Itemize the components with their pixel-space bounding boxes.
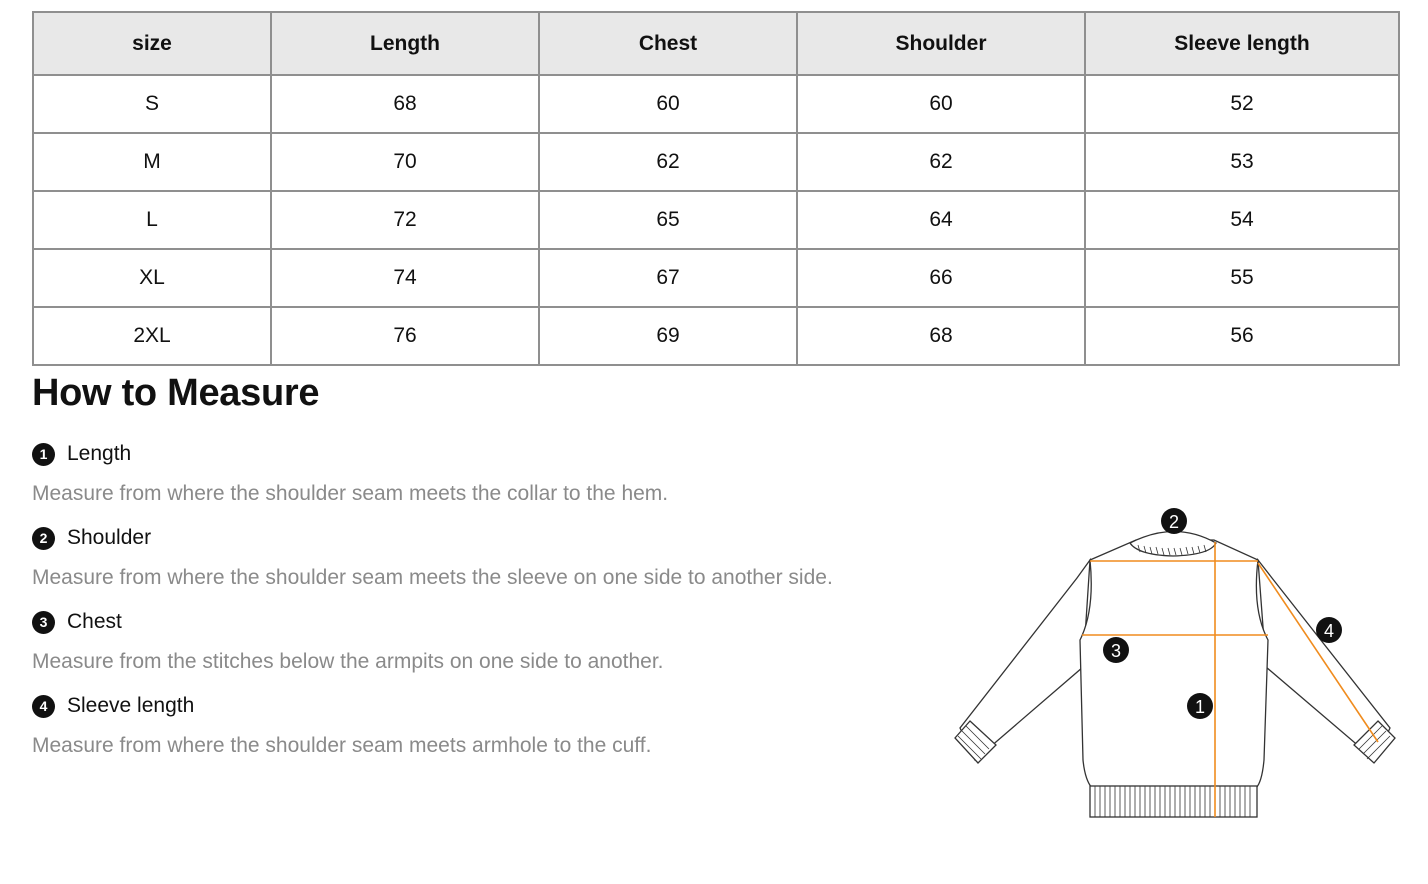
measure-item-shoulder: [32, 524, 833, 590]
measure-item-sleeve-length: [32, 692, 651, 758]
table-row: [33, 249, 1399, 307]
table-cell: 53: [1085, 133, 1399, 191]
table-cell: 60: [539, 75, 797, 133]
table-cell: 68: [271, 75, 539, 133]
table-cell: 74: [271, 249, 539, 307]
table-row: [33, 191, 1399, 249]
number-badge-icon: 3: [32, 611, 55, 634]
marker-label: 2: [1168, 512, 1180, 532]
size-chart-table: [32, 11, 1400, 366]
marker-label: 4: [1323, 621, 1335, 641]
header-chest: Chest: [539, 12, 797, 75]
measure-item-length: [32, 440, 668, 506]
table-cell: 69: [539, 307, 797, 365]
table-header-row: [33, 12, 1399, 75]
sweater-body-shape: [1080, 540, 1268, 788]
table-cell: 67: [539, 249, 797, 307]
table-cell: 60: [797, 75, 1085, 133]
table-cell: M: [33, 133, 271, 191]
table-cell: 62: [797, 133, 1085, 191]
measure-item-description: Measure from where the shoulder seam meets the collar to the hem.: [32, 482, 669, 505]
table-cell: 54: [1085, 191, 1399, 249]
table-cell: 62: [539, 133, 797, 191]
how-to-measure-title: How to Measure: [32, 372, 320, 414]
measure-item-name: Chest: [67, 610, 122, 633]
table-cell: 76: [271, 307, 539, 365]
sweater-diagram-icon: [950, 505, 1400, 823]
header-sleeve-length: Sleeve length: [1085, 12, 1399, 75]
table-cell: 68: [797, 307, 1085, 365]
table-cell: 70: [271, 133, 539, 191]
table-cell: S: [33, 75, 271, 133]
number-badge-icon: 4: [32, 695, 55, 718]
measure-item-description: Measure from the stitches below the armpits on one side to another.: [32, 650, 664, 673]
marker-label: 3: [1110, 641, 1122, 661]
table-row: [33, 133, 1399, 191]
header-size: size: [33, 12, 271, 75]
number-badge-icon: 2: [32, 527, 55, 550]
measure-item-description: Measure from where the shoulder seam meets armhole to the cuff.: [32, 734, 652, 757]
header-shoulder: Shoulder: [797, 12, 1085, 75]
table-cell: L: [33, 191, 271, 249]
table-cell: 64: [797, 191, 1085, 249]
table-cell: 65: [539, 191, 797, 249]
table-cell: XL: [33, 249, 271, 307]
header-length: Length: [271, 12, 539, 75]
measure-item-chest: [32, 608, 664, 674]
table-row: [33, 75, 1399, 133]
measure-item-name: Length: [67, 442, 132, 465]
table-row: [33, 307, 1399, 365]
table-cell: 66: [797, 249, 1085, 307]
table-cell: 72: [271, 191, 539, 249]
marker-label: 1: [1194, 697, 1206, 717]
measure-item-name: Shoulder: [67, 526, 152, 549]
table-cell: 2XL: [33, 307, 271, 365]
table-cell: 52: [1085, 75, 1399, 133]
measure-item-name: Sleeve length: [67, 694, 195, 717]
table-cell: 55: [1085, 249, 1399, 307]
number-badge-icon: 1: [32, 443, 55, 466]
collar-shape: [1130, 532, 1216, 557]
table-cell: 56: [1085, 307, 1399, 365]
measure-item-description: Measure from where the shoulder seam meets the sleeve on one side to another side.: [32, 566, 833, 589]
